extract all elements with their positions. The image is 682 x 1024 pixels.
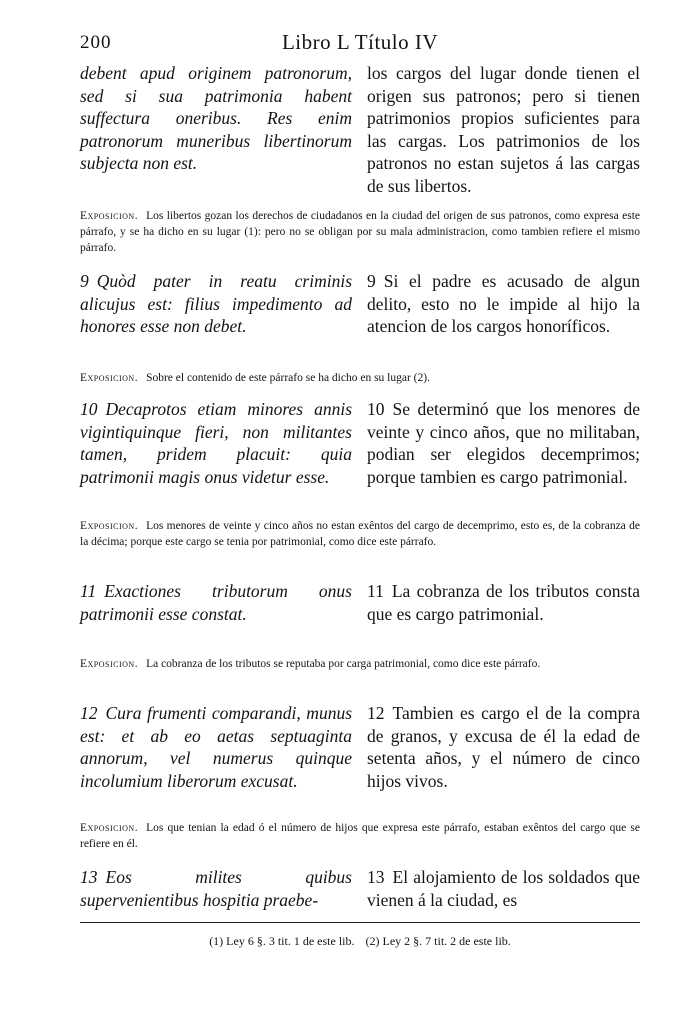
paragraph-number: 13	[367, 867, 385, 887]
spanish-paragraph-11	[367, 580, 640, 625]
exposicion-label: Exposicion.	[80, 210, 139, 222]
book-page	[80, 0, 640, 1024]
latin-text: Cura frumenti comparandi, munus est: et ab eo aetas septuaginta annorum, vel numerus quinque incolumium liberorum excusat.	[80, 703, 352, 791]
paragraph-number: 11	[80, 581, 97, 601]
latin-text: Decaprotos etiam minores annis vigintiquinque fieri, non militantes tamen, pridem placuit: quia patrimonii magis onus videtur esse.	[80, 399, 352, 487]
page-number: 200	[80, 32, 112, 53]
exposicion-label: Exposicion.	[80, 520, 139, 532]
footnote-1: (1) Ley 6 §. 3 tit. 1 de este lib.	[209, 934, 355, 948]
footnote-divider	[80, 922, 640, 923]
exposicion-12	[80, 820, 640, 852]
exposicion-text: Los menores de veinte y cinco años no estan exêntos del cargo de decemprimo, esto es, de la cobranza de la décima; porque este cargo se tenia por patrimonial, como dice este párrafo.	[80, 520, 640, 548]
latin-paragraph-10	[80, 398, 352, 488]
spanish-paragraph-9	[367, 270, 640, 338]
exposicion-label: Exposicion.	[80, 658, 139, 670]
exposicion-text: Sobre el contenido de este párrafo se ha dicho en su lugar (2).	[146, 372, 430, 384]
running-title: Libro L Título IV	[281, 30, 439, 54]
paragraph-number: 12	[367, 703, 385, 723]
latin-text-continuation: debent apud originem patronorum, sed si sua patrimonia habent suffectura oneribus. Res enim patronorum muneribus libertinorum subjecta non est.	[80, 63, 352, 173]
latin-paragraph-13	[80, 866, 352, 911]
exposicion-continuation	[80, 208, 640, 256]
exposicion-text: Los libertos gozan los derechos de ciudadanos en la ciudad del origen de sus patronos, como expresa este párrafo, y se ha dicho en su lugar (1): pero no se obligan por su mala administracion, como tambien refiere el mismo párrafo.	[80, 210, 640, 254]
spanish-paragraph-13	[367, 866, 640, 911]
paragraph-number: 12	[80, 703, 98, 723]
spanish-text-continuation: los cargos del lugar donde tienen el origen sus patronos; pero si tienen patrimonios propios suficientes para las cargas. Los patrimonios de los patronos no estan sujetos á las cargas de sus libertos.	[367, 63, 640, 196]
paragraph-number: 11	[367, 581, 384, 601]
paragraph-number: 10	[367, 399, 385, 419]
spanish-paragraph-10	[367, 398, 640, 488]
latin-text: Eos milites quibus supervenientibus hospitia praebe-	[80, 867, 352, 910]
paragraph-number: 13	[80, 867, 98, 887]
paragraph-number: 9	[80, 271, 89, 291]
spanish-paragraph-12	[367, 702, 640, 792]
exposicion-text: La cobranza de los tributos se reputaba por carga patrimonial, como dice este párrafo.	[146, 658, 541, 670]
exposicion-text: Los que tenian la edad ó el número de hijos que expresa este párrafo, estaban exêntos del cargo que se refiere en él.	[80, 822, 640, 850]
spanish-text: Se determinó que los menores de veinte y cinco años, que no militaban, podian ser elegidos decemprimos; porque tambien es cargo patrimonial.	[367, 399, 640, 487]
spanish-text: La cobranza de los tributos consta que es cargo patrimonial.	[367, 581, 640, 624]
latin-text: Quòd pater in reatu criminis alicujus est: filius impedimento ad honores esse non debet.	[80, 271, 352, 336]
spanish-text: Tambien es cargo el de la compra de granos, y excusa de él la edad de setenta años, y el número de cinco hijos vivos.	[367, 703, 640, 791]
exposicion-11	[80, 656, 640, 672]
spanish-text: El alojamiento de los soldados que vienen á la ciudad, es	[367, 867, 640, 910]
paragraph-number: 9	[367, 271, 376, 291]
page-header	[80, 30, 640, 56]
footnote-2: (2) Ley 2 §. 7 tit. 2 de este lib.	[365, 934, 511, 948]
exposicion-label: Exposicion.	[80, 372, 139, 384]
paragraph-number: 10	[80, 399, 98, 419]
exposicion-10	[80, 518, 640, 550]
latin-paragraph-12	[80, 702, 352, 792]
latin-text: Exactiones tributorum onus patrimonii esse constat.	[80, 581, 352, 624]
latin-paragraph-9	[80, 270, 352, 338]
exposicion-label: Exposicion.	[80, 822, 139, 834]
spanish-text: Si el padre es acusado de algun delito, esto no le impide al hijo la atencion de los cargos honoríficos.	[367, 271, 640, 336]
footnotes	[80, 934, 640, 949]
latin-paragraph-11	[80, 580, 352, 625]
exposicion-9	[80, 370, 640, 386]
